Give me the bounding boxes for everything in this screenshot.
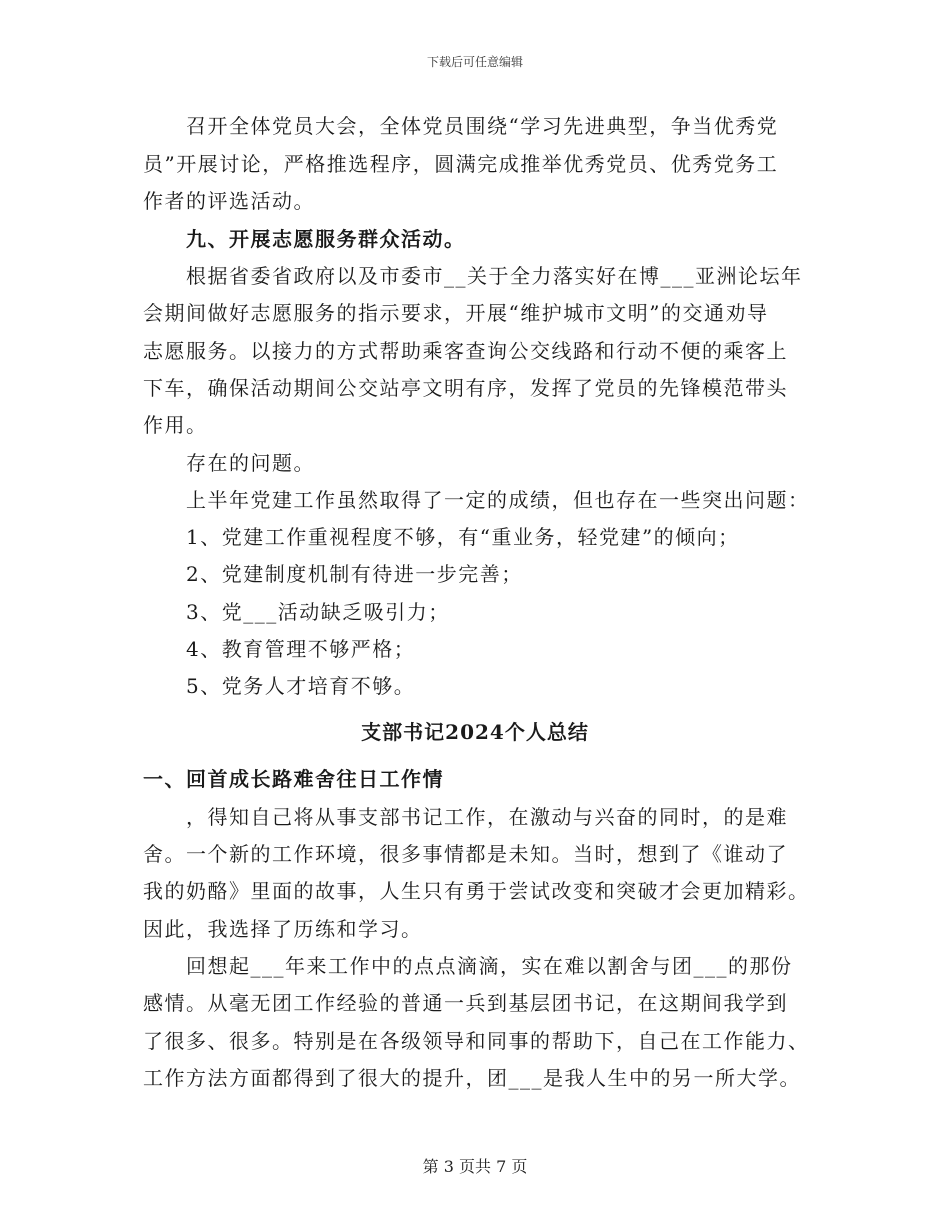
paragraph-line: 召开全体党员大会，全体党员围绕“学习先进典型，争当优秀党	[186, 114, 779, 138]
paragraph-line: 回想起___年来工作中的点点滴滴，实在难以割舍与团___的那份	[186, 954, 793, 978]
page-number: 第 3 页共 7 页	[422, 1157, 528, 1176]
section-heading: 九、开展志愿服务群众活动。	[186, 227, 466, 251]
problems-label: 存在的问题。	[186, 451, 315, 475]
problems-intro: 上半年党建工作虽然取得了一定的成绩，但也存在一些突出问题：	[186, 488, 810, 512]
document-title: 支部书记2024个人总结	[361, 720, 589, 744]
paragraph-line: 根据省委省政府以及市委市__关于全力落实好在博___亚洲论坛年	[186, 264, 803, 288]
list-item: 5、党务人才培育不够。	[186, 674, 416, 698]
paragraph-line: 会期间做好志愿服务的指示要求，开展“维护城市文明”的交通劝导	[143, 301, 769, 325]
list-item: 3、党___活动缺乏吸引力；	[186, 600, 450, 624]
paragraph-line: 我的奶酪》里面的故事，人生只有勇于尝试改变和突破才会更加精彩。	[143, 879, 810, 903]
paragraph-line: 了很多、很多。特别是在各级领导和同事的帮助下，自己在工作能力、	[143, 1029, 810, 1053]
paragraph-line: 志愿服务。以接力的方式帮助乘客查询公交线路和行动不便的乘客上	[143, 339, 788, 363]
section-heading: 一、回首成长路难舍往日工作情	[143, 767, 444, 791]
paragraph-line: 下车，确保活动期间公交站亭文明有序，发挥了党员的先锋模范带头	[143, 376, 788, 400]
paragraph-line: ，得知自己将从事支部书记工作，在激动与兴奋的同时，的是难	[186, 805, 788, 829]
list-item: 1、党建工作重视程度不够，有“重业务，轻党建”的倾向；	[186, 525, 740, 549]
header-note: 下载后可任意编辑	[426, 55, 523, 69]
paragraph-line: 员”开展讨论，严格推选程序，圆满完成推举优秀党员、优秀党务工	[143, 152, 779, 176]
paragraph-line: 工作方法方面都得到了很大的提升，团___是我人生中的另一所大学。	[143, 1066, 801, 1090]
paragraph-line: 舍。一个新的工作环境，很多事情都是未知。当时，想到了《谁动了	[143, 842, 788, 866]
paragraph-line: 因此，我选择了历练和学习。	[143, 917, 423, 941]
list-item: 4、教育管理不够严格；	[186, 637, 416, 661]
list-item: 2、党建制度机制有待进一步完善；	[186, 562, 523, 586]
paragraph-line: 作者的评选活动。	[143, 189, 315, 213]
paragraph-line: 作用。	[143, 413, 208, 437]
paragraph-line: 感情。从毫无团工作经验的普通一兵到基层团书记，在这期间我学到	[143, 991, 788, 1015]
